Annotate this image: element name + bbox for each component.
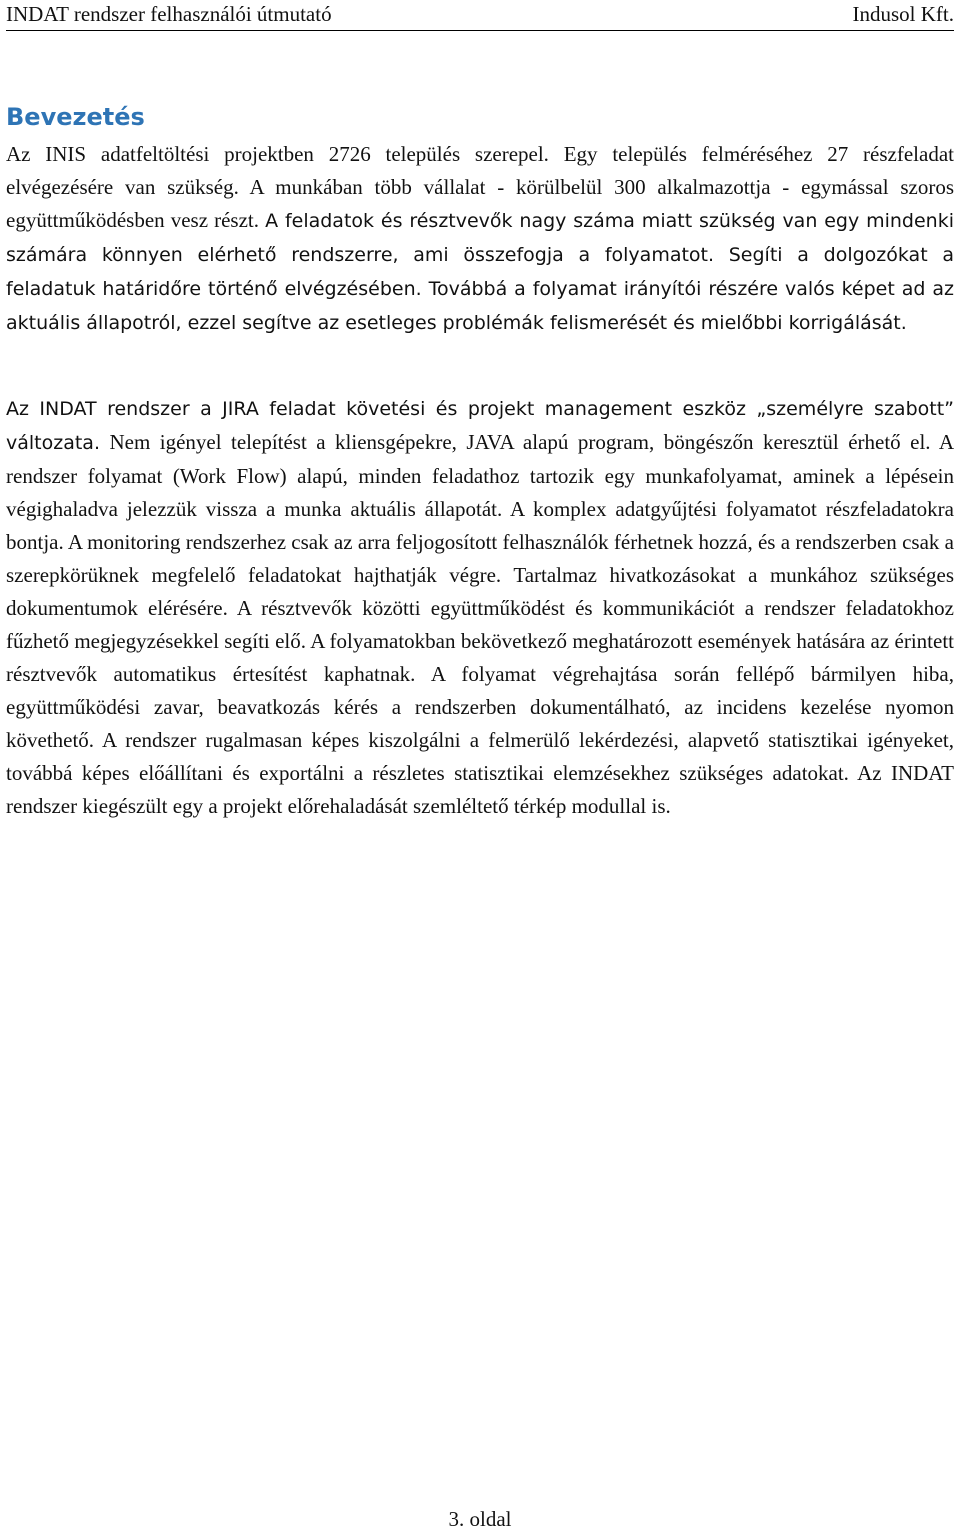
section-heading: Bevezetés	[6, 103, 145, 131]
description-paragraph-part-2: Nem igényel telepítést a kliensgépekre, JAVA alapú program, böngészőn keresztül érhető el. A rendszer folyamat (Work Flow) alapú, minden feladathoz tartozik egy munkafolyamat, aminek a lépésein végighaladva jelezzük vissza a munka aktuális állapotát. A komplex adatgyűjtési folyamatot részfeladatokra bontja. A monitoring rendszerhez csak az arra feljogosított felhasználók férhetnek hozzá, és a rendszerben csak a szerepkörüknek megfelelő feladatokat hajthatják végre. Tartalmaz hivatkozásokat a munkához szükséges dokumentumok elérésére. A résztvevők közötti együttműködést és kommunikációt a rendszer feladatokhoz fűzhető megjegyzésekkel segíti elő. A folyamatokban bekövetkező meghatározott események hatására az érintett résztvevők automatikus értesítést kaphatnak. A folyamat végrehajtása során fellépő bármilyen hiba, együttműködési zavar, beavatkozás kérés a rendszerben dokumentálható, az incidens kezelése nyomon követhető. A rendszer rugalmasan képes kiszolgálni a felmerülő lekérdezési, alapvető statisztikai igényeket, továbbá képes előállítani és exportálni a részletes statisztikai elemzésekhez szükséges adatokat. Az INDAT rendszer kiegészült egy a projekt előrehaladását szemléltető térkép modullal is.	[6, 430, 955, 818]
intro-paragraph-part-1: Az INIS adatfeltöltési projektben 2726 település szerepel. Egy település felméréséhez 27 részfeladat elvégezésére van szükség. A munkában több vállalat - körülbelül 300 alkalmazottja - egymással szoros együttműködésben vesz részt.	[6, 142, 954, 232]
document-title: INDAT rendszer felhasználói útmutató	[6, 2, 332, 26]
page-number: 3. oldal	[448, 1507, 512, 1531]
page-header	[6, 0, 954, 31]
intro-paragraph	[6, 138, 954, 340]
description-paragraph	[6, 392, 954, 823]
company-name: Indusol Kft.	[852, 2, 954, 26]
description-paragraph-part-1: Az INDAT rendszer a JIRA feladat követési és projekt management eszköz „személyre szabott” változata.	[6, 398, 954, 454]
intro-paragraph-part-2: A feladatok és résztvevők nagy száma miatt szükség van egy mindenki számára könnyen elérhető rendszerre, ami összefogja a folyamatot. Segíti a dolgozókat a feladatuk határidőre történő elvégzésében. Továbbá a folyamat irányítói részére valós képet ad az aktuális állapotról, ezzel segítve az esetleges problémák felismerését és mielőbbi korrigálását.	[6, 210, 954, 334]
